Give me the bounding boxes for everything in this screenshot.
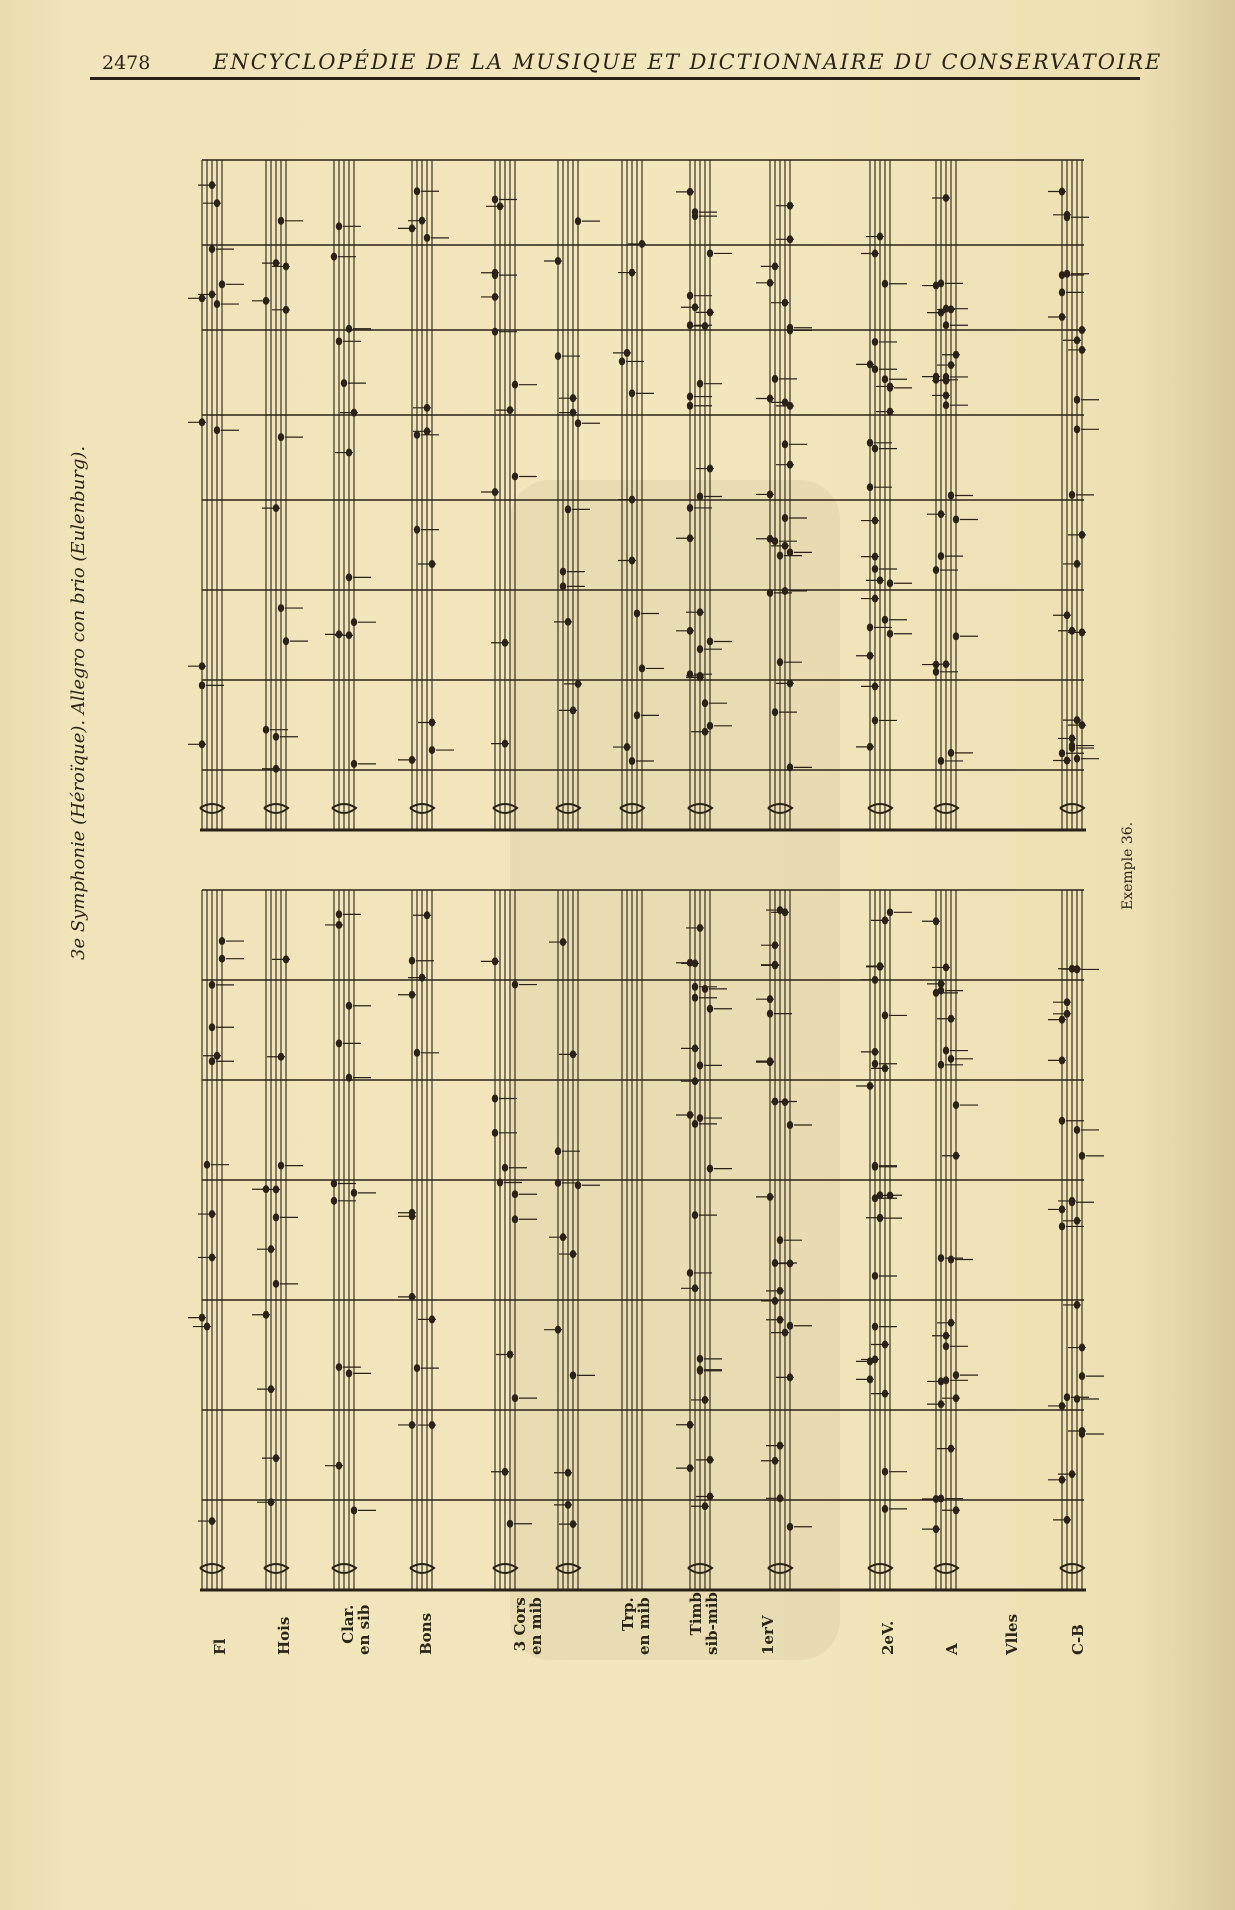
- note-head-1-7-9: [707, 637, 713, 645]
- note-head-1-7-20: [697, 380, 703, 388]
- note-head-0-10-12: [938, 987, 944, 995]
- note-head-0-2-9: [331, 1197, 337, 1205]
- note-head-0-7-19: [687, 1269, 693, 1277]
- note-head-0-0-1: [209, 1057, 215, 1065]
- note-head-1-6-2: [634, 711, 640, 719]
- note-head-1-7-13: [687, 292, 693, 300]
- note-head-0-7-25: [692, 994, 698, 1002]
- note-head-0-2-11: [346, 1002, 352, 1010]
- note-head-1-9-9: [872, 338, 878, 346]
- note-head-0-7-1: [707, 1165, 713, 1173]
- note-head-0-11-16: [1079, 1152, 1085, 1160]
- note-head-1-10-5: [933, 668, 939, 676]
- note-head-0-7-3: [697, 1061, 703, 1069]
- note-head-0-9-19: [872, 1163, 878, 1171]
- note-head-1-0-10: [214, 300, 220, 308]
- note-head-0-7-22: [692, 983, 698, 991]
- note-head-1-11-20: [1069, 491, 1075, 499]
- instrument-label-timpani: Timb sib-mib: [687, 1592, 721, 1655]
- note-head-1-2-11: [346, 573, 352, 581]
- note-head-1-6-11: [619, 357, 625, 365]
- note-head-1-8-23: [787, 326, 793, 334]
- note-head-1-8-8: [777, 552, 783, 560]
- note-head-0-2-6: [336, 910, 342, 918]
- note-head-1-10-22: [933, 566, 939, 574]
- note-head-1-9-0: [872, 716, 878, 724]
- note-head-0-0-9: [209, 1023, 215, 1031]
- note-head-0-9-24: [887, 908, 893, 916]
- note-head-1-9-25: [882, 375, 888, 383]
- note-head-1-7-11: [687, 402, 693, 410]
- note-head-1-1-7: [273, 733, 279, 741]
- note-head-0-11-4: [1059, 1117, 1065, 1125]
- instrument-label-violin-2: 2eV.: [879, 1620, 897, 1655]
- note-head-0-7-21: [697, 1114, 703, 1122]
- note-head-1-5-0: [575, 419, 581, 427]
- note-head-1-7-18: [697, 492, 703, 500]
- note-head-1-6-9: [629, 757, 635, 765]
- note-head-0-4-3: [492, 1095, 498, 1103]
- note-head-1-8-18: [787, 763, 793, 771]
- note-head-1-10-11: [943, 321, 949, 329]
- note-head-1-7-21: [687, 321, 693, 329]
- note-head-0-8-15: [787, 1523, 793, 1531]
- instrument-label-bassoon: Bons: [417, 1612, 435, 1655]
- note-head-0-11-24: [1069, 1198, 1075, 1206]
- note-head-1-8-11: [772, 708, 778, 716]
- note-head-0-9-25: [872, 1060, 878, 1068]
- note-head-0-4-8: [512, 1190, 518, 1198]
- note-head-1-1-8: [278, 217, 284, 225]
- note-head-1-10-25: [943, 305, 949, 313]
- note-head-1-0-11: [199, 681, 205, 689]
- note-head-1-2-4: [351, 760, 357, 768]
- note-head-0-7-11: [692, 1211, 698, 1219]
- note-head-0-5-9: [555, 1147, 561, 1155]
- note-head-1-11-16: [1074, 755, 1080, 763]
- note-head-1-8-25: [782, 440, 788, 448]
- note-head-0-4-11: [507, 1520, 513, 1528]
- note-head-1-9-12: [887, 384, 893, 392]
- note-head-0-2-0: [346, 1074, 352, 1082]
- note-head-1-0-4: [209, 245, 215, 253]
- note-head-0-1-7: [278, 1162, 284, 1170]
- note-head-0-11-7: [1059, 1222, 1065, 1230]
- note-head-0-5-2: [570, 1371, 576, 1379]
- example-label: Exemple 36.: [1120, 821, 1136, 910]
- instrument-label-trumpets: Trp. en mib: [619, 1597, 653, 1655]
- note-head-0-10-23: [953, 1371, 959, 1379]
- note-head-0-8-23: [777, 1236, 783, 1244]
- note-head-0-9-16: [882, 1505, 888, 1513]
- note-head-1-2-1: [336, 222, 342, 230]
- note-head-0-0-3: [204, 1161, 210, 1169]
- note-head-0-4-9: [502, 1164, 508, 1172]
- note-head-1-0-3: [219, 280, 225, 288]
- note-head-1-8-13: [777, 658, 783, 666]
- note-head-1-3-6: [429, 746, 435, 754]
- instrument-label-viola: A: [943, 1643, 961, 1655]
- note-head-1-9-18: [867, 439, 873, 447]
- note-head-1-2-5: [341, 379, 347, 387]
- note-head-0-7-10: [692, 1120, 698, 1128]
- note-head-0-0-2: [219, 955, 225, 963]
- note-head-1-1-1: [278, 604, 284, 612]
- note-head-1-3-2: [414, 431, 420, 439]
- instrument-label-fl: Fl: [211, 1638, 229, 1655]
- note-head-1-7-5: [702, 699, 708, 707]
- note-head-1-9-4: [872, 365, 878, 373]
- note-head-1-9-6: [882, 280, 888, 288]
- note-head-0-1-4: [273, 1280, 279, 1288]
- instrument-label-contrabass: C-B: [1069, 1624, 1087, 1655]
- note-head-1-10-8: [938, 279, 944, 287]
- note-head-0-11-20: [1064, 1393, 1070, 1401]
- note-head-1-9-15: [872, 565, 878, 573]
- note-head-1-9-24: [872, 445, 878, 453]
- note-head-0-2-4: [336, 1039, 342, 1047]
- note-head-1-3-10: [414, 187, 420, 195]
- note-head-1-9-1: [867, 483, 873, 491]
- note-head-0-4-7: [512, 1215, 518, 1223]
- note-head-1-5-5: [575, 217, 581, 225]
- note-head-1-9-22: [887, 579, 893, 587]
- note-head-1-7-4: [687, 670, 693, 678]
- note-head-0-7-17: [707, 1005, 713, 1013]
- note-head-1-1-11: [263, 726, 269, 734]
- note-head-1-4-3: [492, 195, 498, 203]
- note-head-1-11-14: [1059, 288, 1065, 296]
- note-head-1-6-10: [639, 664, 645, 672]
- note-head-1-11-17: [1074, 396, 1080, 404]
- note-head-1-10-24: [948, 491, 954, 499]
- note-head-0-8-13: [787, 1322, 793, 1330]
- note-head-1-4-7: [512, 472, 518, 480]
- instrument-label-violin-1: 1erV: [759, 1615, 777, 1655]
- note-head-1-10-17: [953, 515, 959, 523]
- note-head-0-7-8: [702, 985, 708, 993]
- note-head-1-4-6: [512, 381, 518, 389]
- note-head-0-11-14: [1074, 1126, 1080, 1134]
- note-head-0-2-1: [351, 1506, 357, 1514]
- instrument-label-cello: Vlles: [1003, 1613, 1021, 1655]
- note-head-1-9-11: [882, 616, 888, 624]
- note-head-0-7-23: [697, 1367, 703, 1375]
- note-head-1-10-20: [943, 373, 949, 381]
- note-head-0-2-2: [346, 1369, 352, 1377]
- note-head-1-2-10: [351, 618, 357, 626]
- note-head-0-9-13: [877, 1214, 883, 1222]
- note-head-1-7-17: [697, 645, 703, 653]
- note-head-0-10-6: [943, 1047, 949, 1055]
- note-head-0-2-5: [336, 1363, 342, 1371]
- note-head-0-11-23: [1079, 1430, 1085, 1438]
- note-head-0-4-10: [512, 1394, 518, 1402]
- note-head-1-10-0: [953, 632, 959, 640]
- note-head-1-2-6: [346, 325, 352, 333]
- note-head-1-9-19: [867, 623, 873, 631]
- note-head-1-5-7: [560, 582, 566, 590]
- note-head-1-2-2: [336, 337, 342, 345]
- instrument-label-clarinet: Clar. en sib: [339, 1604, 373, 1655]
- note-head-0-4-4: [497, 1179, 503, 1187]
- note-head-1-5-10: [565, 505, 571, 513]
- note-head-0-0-7: [219, 937, 225, 945]
- note-head-1-5-3: [560, 568, 566, 576]
- note-head-1-8-6: [772, 375, 778, 383]
- note-head-1-10-21: [938, 552, 944, 560]
- note-head-0-3-11: [414, 1364, 420, 1372]
- note-head-0-9-3: [872, 1323, 878, 1331]
- note-head-1-11-22: [1069, 744, 1075, 752]
- note-head-1-2-7: [331, 253, 337, 261]
- note-head-1-11-25: [1074, 425, 1080, 433]
- note-head-1-1-2: [283, 637, 289, 645]
- note-head-0-11-13: [1074, 1395, 1080, 1403]
- running-title: ENCYCLOPÉDIE DE LA MUSIQUE ET DICTIONNAIRE DU CONSERVATOIRE: [213, 50, 1163, 74]
- note-head-1-8-24: [767, 589, 773, 597]
- note-head-1-5-4: [555, 352, 561, 360]
- note-head-1-8-22: [782, 587, 788, 595]
- note-head-0-9-18: [882, 1468, 888, 1476]
- note-head-1-6-4: [634, 609, 640, 617]
- note-head-1-11-21: [1059, 749, 1065, 757]
- note-head-0-5-3: [575, 1181, 581, 1189]
- note-head-1-8-20: [782, 514, 788, 522]
- note-head-0-2-8: [351, 1189, 357, 1197]
- note-head-0-2-7: [331, 1179, 337, 1187]
- note-head-0-10-0: [948, 1055, 954, 1063]
- note-head-0-10-19: [953, 1101, 959, 1109]
- note-head-1-7-3: [707, 722, 713, 730]
- note-head-0-10-17: [938, 1061, 944, 1069]
- note-head-0-7-15: [697, 1355, 703, 1363]
- note-head-0-3-2: [409, 957, 415, 965]
- note-head-1-0-7: [214, 426, 220, 434]
- note-head-0-5-0: [555, 1179, 561, 1187]
- note-head-1-10-4: [943, 401, 949, 409]
- page-number: 2478: [102, 52, 151, 74]
- note-head-1-6-8: [629, 389, 635, 397]
- note-head-1-7-22: [687, 393, 693, 401]
- note-head-1-7-15: [687, 504, 693, 512]
- note-head-1-7-23: [707, 249, 713, 257]
- note-head-0-1-9: [273, 1213, 279, 1221]
- note-head-1-3-1: [424, 234, 430, 242]
- note-head-0-10-22: [938, 1254, 944, 1262]
- note-head-1-11-6: [1064, 270, 1070, 278]
- instrument-label-hautbois: Hois: [275, 1616, 293, 1655]
- note-head-0-8-4: [787, 1121, 793, 1129]
- note-head-1-4-2: [492, 328, 498, 336]
- note-head-1-3-9: [414, 526, 420, 534]
- note-head-1-10-16: [938, 757, 944, 765]
- note-head-1-9-17: [887, 630, 893, 638]
- note-head-0-8-14: [767, 1010, 773, 1018]
- note-head-0-10-9: [948, 1256, 954, 1264]
- note-head-0-4-1: [492, 1129, 498, 1137]
- note-head-0-9-20: [882, 1011, 888, 1019]
- note-head-1-10-2: [948, 749, 954, 757]
- instrument-label-horns: 3 Cors en mib: [511, 1597, 545, 1655]
- note-head-1-7-12: [692, 208, 698, 216]
- note-head-0-4-6: [512, 981, 518, 989]
- note-head-1-1-5: [278, 433, 284, 441]
- note-head-0-11-15: [1079, 1372, 1085, 1380]
- note-head-0-9-21: [872, 1272, 878, 1280]
- note-head-0-3-6: [414, 1049, 420, 1057]
- note-head-0-10-21: [943, 1342, 949, 1350]
- score-caption: 3e Symphonie (Héroïque). Allegro con brio (Eulenburg).: [68, 445, 89, 960]
- note-head-1-8-16: [787, 548, 793, 556]
- note-head-0-0-8: [209, 981, 215, 989]
